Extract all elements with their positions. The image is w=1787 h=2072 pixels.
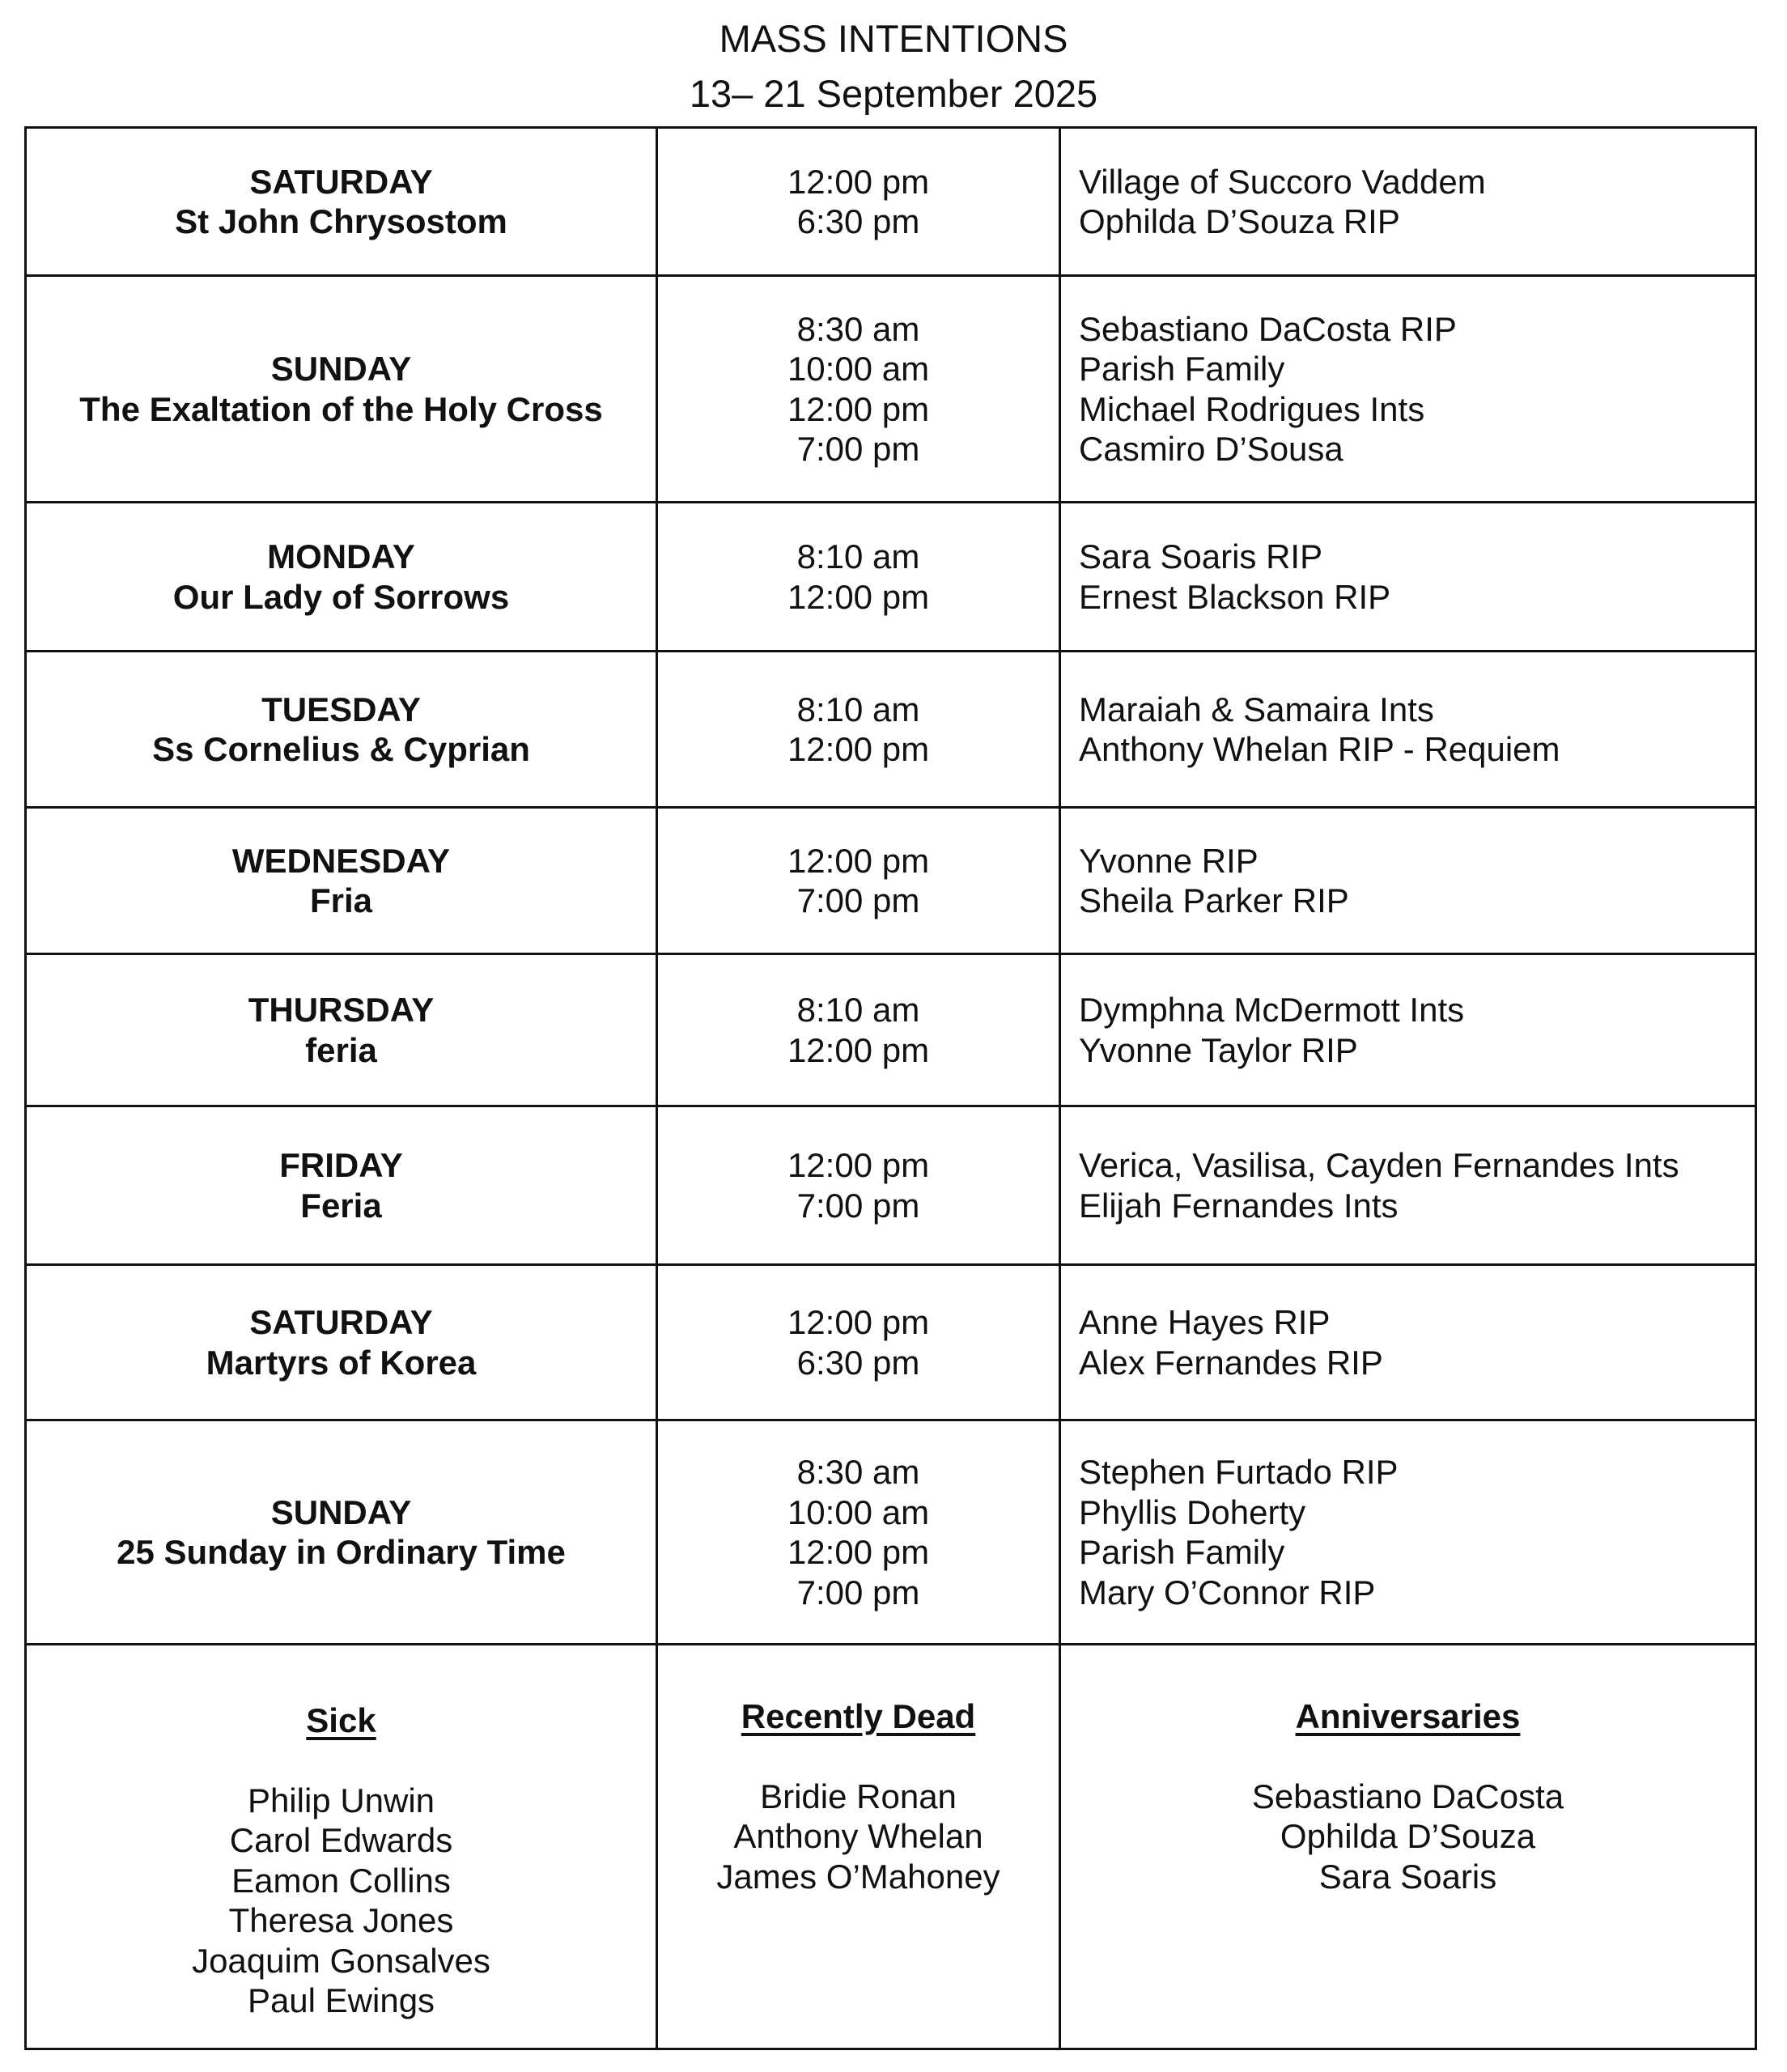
mass-time: 8:10 am [796, 690, 920, 728]
mass-time: 7:00 pm [796, 881, 920, 919]
intention: Dymphna McDermott Ints [1079, 991, 1465, 1029]
day-cell [26, 954, 657, 1106]
anniversaries-heading: Anniversaries [1295, 1697, 1521, 1735]
sick-name: Carol Edwards [229, 1821, 453, 1859]
sick-name: Joaquim Gonsalves [192, 1941, 490, 1980]
mass-time: 8:30 am [796, 309, 920, 348]
feast-name: Martyrs of Korea [206, 1343, 477, 1382]
sick-name: Philip Unwin [247, 1781, 435, 1819]
mass-time: 7:00 pm [796, 1573, 920, 1611]
mass-time: 12:00 pm [787, 1146, 930, 1184]
feast-name: feria [305, 1030, 377, 1069]
day-name: MONDAY [267, 537, 415, 575]
recently-dead-name: Bridie Ronan [760, 1777, 957, 1815]
day-name: FRIDAY [279, 1146, 403, 1184]
intention: Ernest Blackson RIP [1079, 577, 1391, 616]
mass-time: 12:00 pm [787, 1303, 930, 1341]
day-cell [26, 1265, 657, 1420]
schedule-row-tuesday [26, 652, 1756, 808]
anniversaries-list [1060, 1645, 1756, 2049]
intention: Maraiah & Samaira Ints [1079, 690, 1434, 728]
day-cell [26, 808, 657, 954]
mass-time: 12:00 pm [787, 162, 930, 201]
mass-time: 8:10 am [796, 537, 920, 575]
sick-name: Eamon Collins [231, 1861, 451, 1900]
anniversary-name: Ophilda D’Souza [1280, 1817, 1536, 1855]
schedule-row-thursday [26, 954, 1756, 1106]
intention: Alex Fernandes RIP [1079, 1343, 1383, 1382]
intention: Sebastiano DaCosta RIP [1079, 309, 1457, 348]
intention-cell [1060, 503, 1756, 652]
mass-time: 6:30 pm [796, 202, 920, 240]
mass-time: 12:00 pm [787, 841, 930, 880]
intention-cell [1060, 954, 1756, 1106]
mass-time: 12:00 pm [787, 1533, 930, 1571]
day-name: WEDNESDAY [231, 841, 451, 880]
mass-time: 12:00 pm [787, 1030, 930, 1069]
feast-name: Our Lady of Sorrows [172, 577, 510, 616]
intention-cell [1060, 128, 1756, 276]
day-cell [26, 1106, 657, 1265]
mass-time: 7:00 pm [796, 430, 920, 468]
intention: Parish Family [1079, 1533, 1285, 1571]
time-cell [657, 1106, 1060, 1265]
intention: Parish Family [1079, 350, 1285, 388]
recently-dead-heading: Recently Dead [741, 1697, 976, 1735]
intention: Casmiro D’Sousa [1079, 430, 1343, 468]
intention-cell [1060, 652, 1756, 808]
mass-time: 8:10 am [796, 991, 920, 1029]
intention: Michael Rodrigues Ints [1079, 389, 1425, 428]
day-cell [26, 503, 657, 652]
anniversary-name: Sebastiano DaCosta [1251, 1777, 1564, 1815]
day-name: SUNDAY [270, 350, 412, 388]
intention-cell [1060, 1265, 1756, 1420]
day-cell [26, 652, 657, 808]
time-cell [657, 652, 1060, 808]
day-name: TUESDAY [261, 690, 421, 728]
sick-name: Theresa Jones [228, 1901, 454, 1939]
intention: Village of Succoro Vaddem [1079, 162, 1486, 201]
day-name: THURSDAY [248, 991, 435, 1029]
recently-dead-name: James O’Mahoney [716, 1857, 1000, 1896]
feast-name: St John Chrysostom [175, 202, 507, 240]
intention: Mary O’Connor RIP [1079, 1573, 1376, 1611]
schedule-row-wednesday [26, 808, 1756, 954]
time-cell [657, 276, 1060, 503]
date-range: 13– 21 September 2025 [689, 72, 1098, 115]
mass-time: 10:00 am [787, 1492, 930, 1531]
time-cell [657, 503, 1060, 652]
intention-cell [1060, 1420, 1756, 1645]
page-title: MASS INTENTIONS [719, 17, 1068, 60]
schedule-row-monday [26, 503, 1756, 652]
mass-time: 7:00 pm [796, 1186, 920, 1225]
time-cell [657, 954, 1060, 1106]
intention: Sheila Parker RIP [1079, 881, 1349, 919]
intention: Elijah Fernandes Ints [1079, 1186, 1399, 1225]
mass-time: 6:30 pm [796, 1343, 920, 1382]
day-cell [26, 276, 657, 503]
recently-dead-name: Anthony Whelan [733, 1817, 983, 1855]
feast-name: The Exaltation of the Holy Cross [79, 389, 603, 428]
intention: Ophilda D’Souza RIP [1079, 202, 1400, 240]
intention: Yvonne Taylor RIP [1079, 1030, 1358, 1069]
feast-name: Feria [300, 1186, 382, 1225]
intention: Phyllis Doherty [1079, 1492, 1306, 1531]
intention: Sara Soaris RIP [1079, 537, 1323, 575]
intention: Stephen Furtado RIP [1079, 1453, 1399, 1491]
mass-time: 12:00 pm [787, 730, 930, 768]
sick-name: Paul Ewings [247, 1981, 435, 2019]
mass-time: 10:00 am [787, 350, 930, 388]
intention: Verica, Vasilisa, Cayden Fernandes Ints [1079, 1146, 1679, 1184]
feast-name: 25 Sunday in Ordinary Time [117, 1533, 566, 1571]
intention: Yvonne RIP [1079, 841, 1259, 880]
mass-intentions-table [24, 126, 1757, 2050]
schedule-row-saturday-2 [26, 1265, 1756, 1420]
day-cell [26, 128, 657, 276]
schedule-row-sunday-1 [26, 276, 1756, 503]
schedule-row-saturday-1 [26, 128, 1756, 276]
schedule-row-sunday-2 [26, 1420, 1756, 1645]
day-cell [26, 1420, 657, 1645]
mass-time: 12:00 pm [787, 389, 930, 428]
anniversary-name: Sara Soaris [1318, 1857, 1497, 1896]
time-cell [657, 808, 1060, 954]
day-name: SUNDAY [270, 1492, 412, 1531]
time-cell [657, 1265, 1060, 1420]
time-cell [657, 1420, 1060, 1645]
mass-time: 8:30 am [796, 1453, 920, 1491]
sick-heading: Sick [306, 1701, 376, 1739]
intention-cell [1060, 1106, 1756, 1265]
schedule-row-friday [26, 1106, 1756, 1265]
intention-cell [1060, 808, 1756, 954]
mass-time: 12:00 pm [787, 577, 930, 616]
intention-cell [1060, 276, 1756, 503]
time-cell [657, 128, 1060, 276]
feast-name: Ss Cornelius & Cyprian [152, 730, 530, 768]
lists-row [26, 1645, 1756, 2049]
feast-name: Fria [309, 881, 373, 919]
day-name: SATURDAY [249, 162, 433, 201]
intention: Anne Hayes RIP [1079, 1303, 1331, 1341]
intention: Anthony Whelan RIP - Requiem [1079, 730, 1560, 768]
page-header [0, 0, 1787, 121]
sick-list [26, 1645, 657, 2049]
day-name: SATURDAY [249, 1303, 433, 1341]
recently-dead-list [657, 1645, 1060, 2049]
